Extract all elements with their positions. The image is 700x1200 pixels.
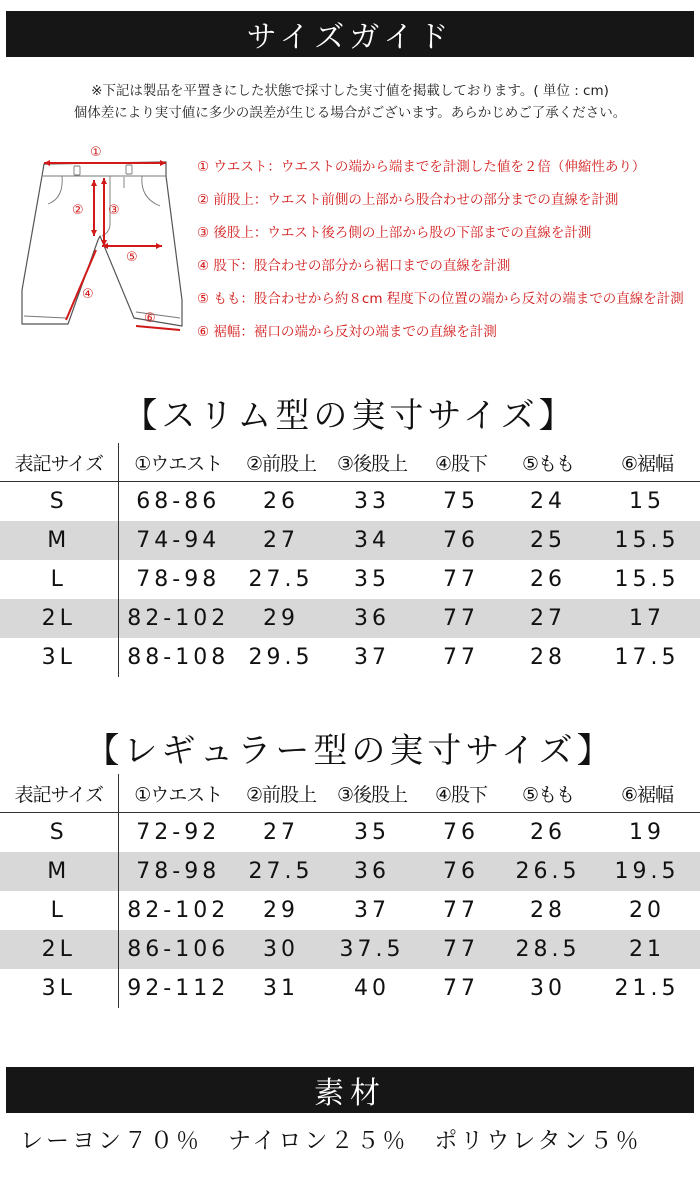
thigh-value: 26 [530, 820, 566, 845]
waist-value: 74-94 [118, 521, 238, 560]
size-label: 2L [0, 930, 118, 969]
waist-value: 72-92 [136, 820, 221, 845]
legend-front-rise: ② 前股上：ウエスト前側の上部から股合わせの部分までの直線を計測 [197, 192, 619, 208]
size-label: 3L [0, 969, 118, 1008]
inseam-value: 76 [443, 820, 479, 845]
back-rise-value: 40 [354, 976, 390, 1001]
size-label: L [0, 891, 118, 930]
inseam-value: 77 [443, 976, 479, 1001]
inseam-value: 76 [420, 521, 502, 560]
table-row [0, 599, 700, 638]
header-waist: ①ウエスト [118, 774, 238, 813]
table-row [0, 969, 700, 1008]
header-size: 表記サイズ [0, 443, 118, 482]
thigh-value: 27 [502, 599, 594, 638]
header-back-rise: ③後股上 [324, 443, 420, 482]
waist-value: 82-102 [118, 599, 238, 638]
front-rise-value: 27 [263, 820, 299, 845]
hem-value: 21 [594, 930, 700, 969]
table-row [0, 560, 700, 599]
marker-back-rise: ③ [108, 203, 120, 218]
header-inseam: ④股下 [420, 443, 502, 482]
regular-size-title: 【レギュラー型の実寸サイズ】 [85, 731, 615, 771]
thigh-value: 28.5 [502, 930, 594, 969]
header-hem: ⑥裾幅 [594, 443, 700, 482]
inseam-value: 75 [443, 489, 479, 514]
inseam-value: 77 [420, 599, 502, 638]
front-rise-value: 27.5 [248, 567, 314, 592]
inseam-value: 76 [420, 852, 502, 891]
header-front-rise: ②前股上 [238, 774, 324, 813]
back-rise-value: 37 [354, 645, 390, 670]
table-row [0, 813, 700, 853]
size-label: S [0, 813, 118, 853]
inseam-value: 77 [443, 567, 479, 592]
header-back-rise: ③後股上 [324, 774, 420, 813]
table-row [0, 930, 700, 969]
legend-inseam: ④ 股下：股合わせの部分から裾口までの直線を計測 [197, 258, 511, 274]
waist-value: 92-112 [127, 976, 230, 1001]
legend-hem: ⑥ 裾幅：裾口の端から反対の端までの直線を計測 [197, 324, 497, 340]
measurement-legend [197, 155, 684, 353]
waist-value: 88-108 [127, 645, 230, 670]
thigh-value: 28 [530, 645, 566, 670]
front-rise-value: 31 [263, 976, 299, 1001]
back-rise-value: 35 [354, 567, 390, 592]
thigh-value: 26.5 [502, 852, 594, 891]
hem-value: 15.5 [594, 521, 700, 560]
back-rise-value: 35 [354, 820, 390, 845]
hem-value: 15 [629, 489, 665, 514]
header-size: 表記サイズ [0, 774, 118, 813]
thigh-value: 28 [530, 898, 566, 923]
thigh-value: 25 [502, 521, 594, 560]
hem-value: 17 [594, 599, 700, 638]
header-thigh: ⑤もも [502, 443, 594, 482]
slim-header-row [0, 443, 700, 482]
back-rise-value: 33 [354, 489, 390, 514]
inseam-value: 77 [443, 898, 479, 923]
back-rise-value: 37 [354, 898, 390, 923]
size-label: S [0, 482, 118, 522]
hem-value: 21.5 [614, 976, 680, 1001]
waist-value: 68-86 [136, 489, 221, 514]
header-front-rise: ②前股上 [238, 443, 324, 482]
waist-value: 86-106 [118, 930, 238, 969]
measurement-note: ※下記は製品を平置きにした状態で採寸した実寸値を掲載しております。( 単位 : cm) [91, 83, 609, 99]
inseam-value: 77 [420, 930, 502, 969]
header-inseam: ④股下 [420, 774, 502, 813]
front-rise-value: 29.5 [248, 645, 314, 670]
hem-value: 17.5 [614, 645, 680, 670]
size-label: 3L [0, 638, 118, 677]
marker-front-rise: ② [72, 203, 84, 218]
back-rise-value: 36 [324, 599, 420, 638]
table-row [0, 521, 700, 560]
legend-back-rise: ③ 後股上：ウエスト後ろ側の上部から股の下部までの直線を計測 [197, 225, 592, 241]
marker-inseam: ④ [82, 287, 94, 302]
table-row [0, 638, 700, 677]
thigh-value: 26 [530, 567, 566, 592]
slim-size-title: 【スリム型の実寸サイズ】 [123, 396, 577, 436]
regular-header-row [0, 774, 700, 813]
hem-value: 19 [629, 820, 665, 845]
front-rise-value: 27 [238, 521, 324, 560]
thigh-value: 24 [530, 489, 566, 514]
waist-value: 78-98 [118, 852, 238, 891]
material-header [6, 1067, 694, 1113]
marker-hem: ⑥ [144, 311, 156, 326]
size-label: M [0, 521, 118, 560]
slim-size-table [0, 443, 700, 677]
back-rise-value: 37.5 [324, 930, 420, 969]
marker-thigh: ⑤ [126, 250, 138, 265]
front-rise-value: 29 [238, 599, 324, 638]
hem-value: 15.5 [614, 567, 680, 592]
hem-value: 20 [629, 898, 665, 923]
size-label: 2L [0, 599, 118, 638]
front-rise-value: 30 [238, 930, 324, 969]
front-rise-value: 27.5 [238, 852, 324, 891]
table-row [0, 891, 700, 930]
size-label: L [0, 560, 118, 599]
front-rise-value: 29 [263, 898, 299, 923]
size-guide-title: サイズガイド [246, 20, 454, 55]
table-row [0, 482, 700, 522]
header-thigh: ⑤もも [502, 774, 594, 813]
waist-value: 78-98 [136, 567, 221, 592]
size-guide-header [6, 11, 694, 57]
size-label: M [0, 852, 118, 891]
front-rise-value: 26 [263, 489, 299, 514]
shorts-diagram [14, 140, 194, 350]
hem-value: 19.5 [594, 852, 700, 891]
back-rise-value: 36 [324, 852, 420, 891]
waist-value: 82-102 [127, 898, 230, 923]
header-hem: ⑥裾幅 [594, 774, 700, 813]
material-title: 素材 [314, 1076, 386, 1111]
hem-measure-line [136, 326, 180, 330]
header-waist: ①ウエスト [118, 443, 238, 482]
inseam-value: 77 [443, 645, 479, 670]
regular-size-table [0, 774, 700, 1008]
thigh-value: 30 [530, 976, 566, 1001]
material-composition: レーヨン７０％ ナイロン２５％ ポリウレタン５％ [20, 1128, 642, 1154]
table-row [0, 852, 700, 891]
legend-thigh: ⑤ もも：股合わせから約８cm 程度下の位置の端から反対の端までの直線を計測 [197, 291, 684, 307]
variance-note: 個体差により実寸値に多少の誤差が生じる場合がございます。あらかじめご了承ください。 [73, 105, 627, 121]
legend-waist: ① ウエスト：ウエストの端から端までを計測した値を２倍（伸縮性あり） [197, 159, 646, 175]
marker-waist: ① [90, 145, 102, 160]
back-rise-value: 34 [324, 521, 420, 560]
